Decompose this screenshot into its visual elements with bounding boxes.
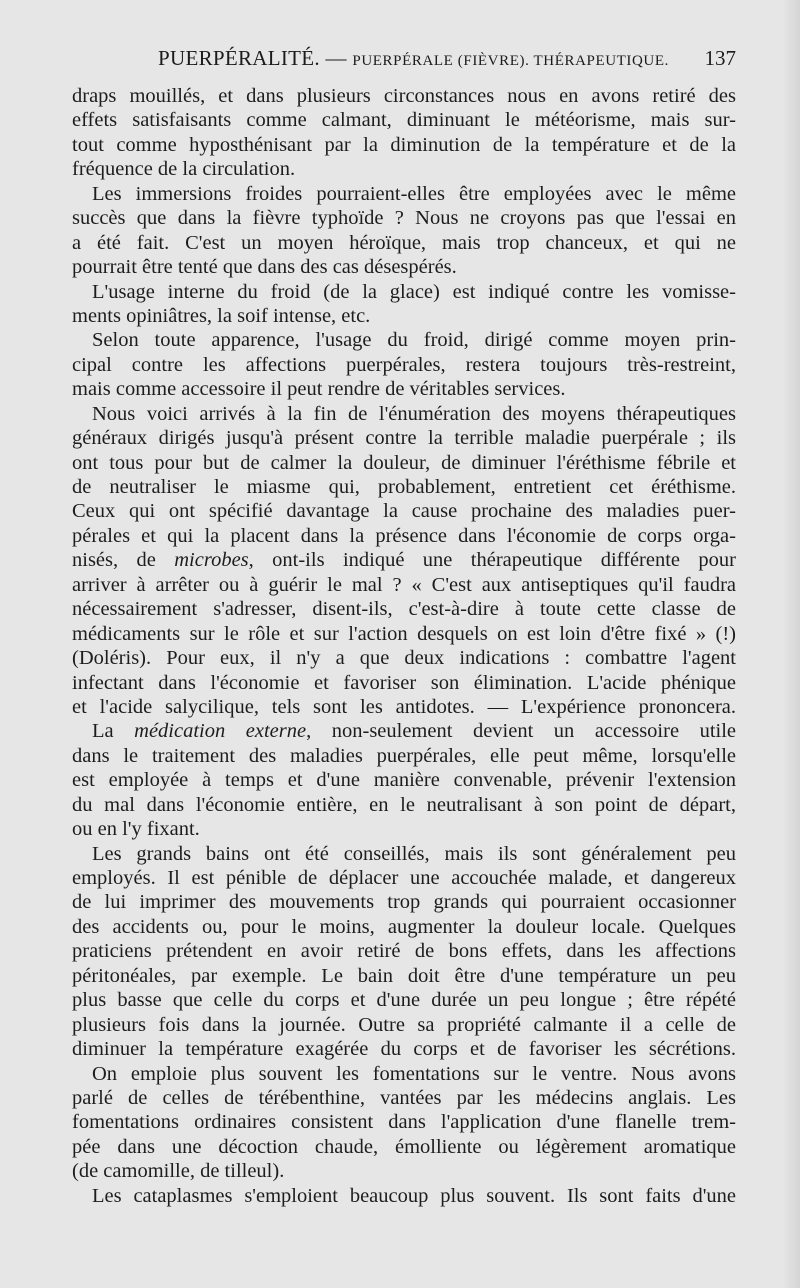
- text-line: pée dans une décoction chaude, émolliente ou légèrement aromatique: [72, 1135, 736, 1158]
- text-line: fomentations ordinaires consistent dans l'application d'une flanelle trem-: [72, 1111, 736, 1134]
- text-line: pourrait être tenté que dans des cas désespérés.: [72, 256, 457, 279]
- text-line: succès que dans la fièvre typhoïde ? Nous ne croyons pas que l'essai en: [72, 207, 736, 230]
- header-title-main: PUERPÉRALITÉ.: [158, 46, 320, 70]
- text-segment: , non-seulement devient un accessoire utile: [306, 720, 737, 743]
- text-line: cipal contre les affections puerpérales, restera toujours très-restreint,: [72, 353, 736, 376]
- text-segment: nisés, de: [72, 549, 175, 572]
- text-line: Les grands bains ont été conseillés, mais ils sont généralement peu: [92, 842, 736, 865]
- text-line: Les immersions froides pourraient-elles être employées avec le même: [92, 182, 736, 205]
- text-line: praticiens prétendent en avoir retiré de bons effets, dans les affections: [72, 940, 736, 963]
- text-line: nécessairement s'adresser, disent-ils, c'est-à-dire à toute cette classe de: [72, 598, 736, 621]
- text-line: plusieurs fois dans la journée. Outre sa propriété calmante il a celle de: [72, 1013, 736, 1036]
- text-line: Selon toute apparence, l'usage du froid, dirigé comme moyen prin-: [92, 329, 736, 352]
- running-title: [158, 46, 669, 71]
- text-segment: La: [92, 720, 135, 743]
- header-title-sub: PUERPÉRALE (FIÈVRE). THÉRAPEUTIQUE.: [352, 53, 669, 69]
- text-line: tout comme hyposthénisant par la diminution de la température et de la: [72, 133, 736, 156]
- text-line: de lui imprimer des mouvements trop grands qui pourraient occasionner: [72, 891, 736, 914]
- text-line: L'usage interne du froid (de la glace) est indiqué contre les vomisse-: [92, 280, 736, 303]
- text-line: [72, 548, 736, 572]
- body-text: [72, 84, 736, 1208]
- text-line: On emploie plus souvent les fomentations sur le ventre. Nous avons: [92, 1062, 736, 1085]
- text-segment: , ont-ils indiqué une thérapeutique différente pour: [248, 549, 736, 572]
- text-line: péritonéales, par exemple. Le bain doit être d'une température un peu: [72, 964, 736, 987]
- page-edge-shadow: [782, 0, 800, 1288]
- text-line: (de camomille, de tilleul).: [72, 1160, 285, 1183]
- text-line: plus basse que celle du corps et d'une durée un peu longue ; être répété: [72, 989, 736, 1012]
- text-line: du mal dans l'économie entière, en le neutralisant à son point de départ,: [72, 793, 736, 816]
- text-line: des accidents ou, pour le moins, augmenter la douleur locale. Quelques: [72, 915, 736, 938]
- text-line: arriver à arrêter ou à guérir le mal ? « C'est aux antiseptiques qu'il faudra: [72, 573, 736, 596]
- text-line: effets satisfaisants comme calmant, diminuant le météorisme, mais sur-: [72, 109, 736, 132]
- page-number: 137: [704, 46, 736, 70]
- text-line: et l'acide salycilique, tels sont les antidotes. — L'expérience prononcera.: [72, 695, 736, 718]
- text-line: de neutraliser le miasme qui, probablement, entretient cet éréthisme.: [72, 476, 736, 498]
- text-line: dans le traitement des maladies puerpérales, elle peut même, lorsqu'elle: [72, 744, 736, 767]
- text-line: draps mouillés, et dans plusieurs circonstances nous en avons retiré des: [72, 85, 736, 107]
- text-line: Les cataplasmes s'emploient beaucoup plus souvent. Ils sont faits d'une: [92, 1184, 736, 1207]
- text-line: Ceux qui ont spécifié davantage la cause prochaine des maladies puer-: [72, 500, 736, 523]
- text-line: généraux dirigés jusqu'à présent contre la terrible maladie puerpérale ; ils: [72, 427, 736, 450]
- header-title-dash: —: [325, 46, 347, 70]
- italic-term: microbes: [174, 549, 249, 572]
- text-line: ments opiniâtres, la soif intense, etc.: [72, 304, 371, 327]
- text-line: médicaments sur le rôle et sur l'action desquels on est loin d'être fixé » (!): [72, 622, 736, 645]
- running-header: [72, 46, 736, 76]
- text-line: ont tous pour but de calmer la douleur, de diminuer l'éréthisme fébrile et: [72, 451, 736, 474]
- text-line: infectant dans l'économie et favoriser son élimination. L'acide phénique: [72, 671, 736, 694]
- text-line: est employée à temps et d'une manière convenable, prévenir l'extension: [72, 769, 736, 792]
- text-line: Nous voici arrivés à la fin de l'énumération des moyens thérapeutiques: [92, 402, 736, 425]
- text-line: fréquence de la circulation.: [72, 158, 296, 181]
- text-line: [72, 719, 736, 743]
- text-line: ou en l'y fixant.: [72, 818, 200, 841]
- text-line: (Doléris). Pour eux, il n'y a que deux indications : combattre l'agent: [72, 647, 736, 670]
- text-line: a été fait. C'est un moyen héroïque, mais trop chanceux, et qui ne: [72, 231, 736, 254]
- text-line: mais comme accessoire il peut rendre de véritables services.: [72, 378, 566, 401]
- text-line: employés. Il est pénible de déplacer une accouchée malade, et dangereux: [72, 867, 736, 889]
- text-line: diminuer la température exagérée du corps et de favoriser les sécrétions.: [72, 1038, 736, 1061]
- text-line: parlé de celles de térébenthine, vantées par les médecins anglais. Les: [72, 1086, 736, 1109]
- text-line: pérales et qui la placent dans la présence dans l'économie de corps orga-: [72, 524, 736, 547]
- italic-term: médication externe: [134, 720, 307, 743]
